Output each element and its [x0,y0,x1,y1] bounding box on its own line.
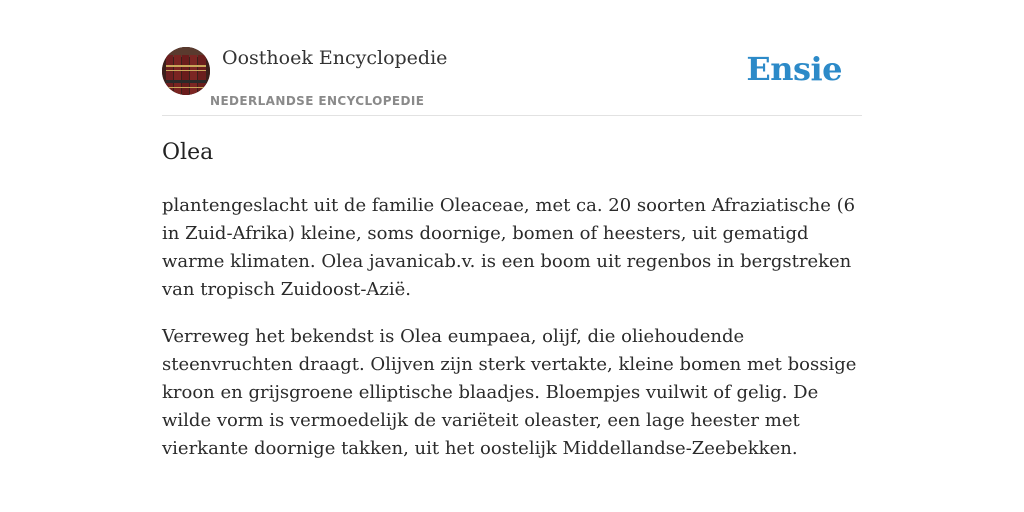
site-header [162,40,862,116]
book-spines-icon[interactable] [162,47,210,95]
brand-logo[interactable]: Ensie [746,50,842,88]
article-title: Olea [162,140,214,165]
site-subtitle: NEDERLANDSE ENCYCLOPEDIE [210,94,425,108]
article-paragraph: Verreweg het bekendst is Olea eumpaea, olijf, die oliehoudende steenvruchten draagt. Olijven zijn sterk vertakte, kleine bomen met bossige kroon en grijsgroene elliptische blaadjes. Bloempjes vuilwit of gelig. De wilde vorm is vermoedelijk de variëteit oleaster, een lage heester met vierkante doornige takken, uit het oostelijk Middellandse-Zeebekken. [162,326,857,459]
site-title[interactable]: Oosthoek Encyclopedie [222,47,448,69]
article-paragraph: plantengeslacht uit de familie Oleaceae, met ca. 20 soorten Afraziatische (6 in Zuid-Afrika) kleine, soms doornige, bomen of heesters, uit gematigd warme klimaten. Olea javanicab.v. is een boom uit regenbos in bergstreken van tropisch Zuidoost-Azië. [162,195,856,300]
